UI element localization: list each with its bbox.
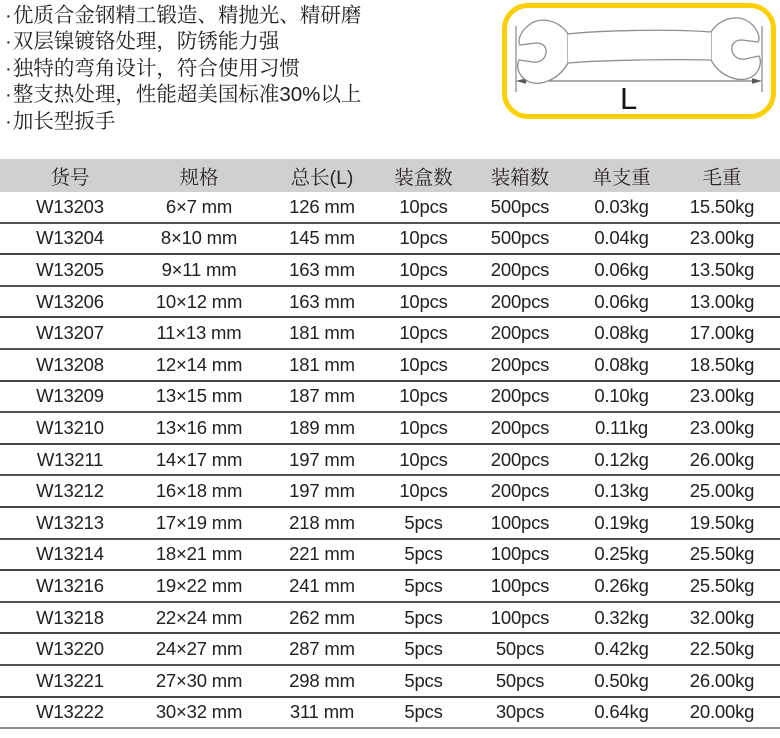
cell-unit-weight: 0.64kg [579,697,664,729]
cell-carton-qty: 200pcs [461,475,579,507]
cell-carton-qty: 100pcs [461,539,579,571]
cell-carton-qty: 50pcs [461,665,579,697]
cell-spec: 19×22 mm [140,570,258,602]
table-row [0,317,780,349]
cell-carton-qty: 200pcs [461,444,579,476]
cell-total-length: 181 mm [258,317,386,349]
cell-carton-qty: 200pcs [461,349,579,381]
product-image-frame [502,3,776,119]
cell-spec: 9×11 mm [140,254,258,286]
feature-item [5,56,361,82]
cell-item-no: W13203 [0,192,140,223]
table-row [0,286,780,318]
cell-carton-qty: 100pcs [461,570,579,602]
cell-spec: 13×15 mm [140,381,258,413]
cell-total-length: 163 mm [258,286,386,318]
cell-unit-weight: 0.08kg [579,349,664,381]
cell-gross-weight: 20.00kg [664,697,780,729]
cell-box-qty: 10pcs [386,223,461,255]
bullet-glyph: · [5,109,12,133]
feature-text: 独特的弯角设计，符合使用习惯 [12,56,300,80]
cell-item-no: W13212 [0,475,140,507]
feature-item [5,3,361,29]
cell-spec: 8×10 mm [140,223,258,255]
cell-gross-weight: 22.50kg [664,633,780,665]
cell-box-qty: 5pcs [386,665,461,697]
cell-box-qty: 5pcs [386,570,461,602]
cell-box-qty: 10pcs [386,349,461,381]
cell-unit-weight: 0.42kg [579,633,664,665]
cell-gross-weight: 13.00kg [664,286,780,318]
cell-carton-qty: 100pcs [461,507,579,539]
cell-unit-weight: 0.32kg [579,602,664,634]
cell-item-no: W13209 [0,381,140,413]
cell-unit-weight: 0.06kg [579,254,664,286]
column-header-spec: 规格 [140,159,258,192]
cell-box-qty: 10pcs [386,254,461,286]
cell-spec: 22×24 mm [140,602,258,634]
cell-total-length: 145 mm [258,223,386,255]
cell-carton-qty: 200pcs [461,286,579,318]
cell-gross-weight: 23.00kg [664,223,780,255]
column-header-carton-qty: 装箱数 [461,159,579,192]
cell-carton-qty: 500pcs [461,192,579,223]
cell-spec: 13×16 mm [140,412,258,444]
cell-total-length: 287 mm [258,633,386,665]
feature-text: 双层镍镀铬处理，防锈能力强 [12,30,280,54]
feature-text: 优质合金钢精工锻造、精抛光、精研磨 [12,4,362,27]
cell-gross-weight: 18.50kg [664,349,780,381]
column-header-box-qty: 装盒数 [386,159,461,192]
cell-box-qty: 10pcs [386,317,461,349]
cell-spec: 11×13 mm [140,317,258,349]
table-row [0,602,780,634]
cell-item-no: W13222 [0,697,140,729]
bullet-glyph: · [5,83,12,107]
bullet-glyph: · [5,56,12,80]
cell-unit-weight: 0.03kg [579,192,664,223]
spec-table [0,159,780,729]
cell-item-no: W13208 [0,349,140,381]
cell-unit-weight: 0.19kg [579,507,664,539]
cell-box-qty: 5pcs [386,507,461,539]
cell-box-qty: 10pcs [386,475,461,507]
cell-item-no: W13218 [0,602,140,634]
table-header-row [0,159,780,192]
cell-spec: 6×7 mm [140,192,258,223]
cell-total-length: 126 mm [258,192,386,223]
table-row [0,475,780,507]
column-header-total-length: 总长(L) [258,159,386,192]
cell-spec: 30×32 mm [140,697,258,729]
cell-box-qty: 10pcs [386,192,461,223]
cell-total-length: 311 mm [258,697,386,729]
cell-gross-weight: 13.50kg [664,254,780,286]
cell-carton-qty: 200pcs [461,317,579,349]
cell-total-length: 197 mm [258,475,386,507]
cell-gross-weight: 32.00kg [664,602,780,634]
table-row [0,254,780,286]
cell-gross-weight: 17.00kg [664,317,780,349]
cell-spec: 16×18 mm [140,475,258,507]
feature-item [5,29,361,55]
table-row [0,412,780,444]
table-row [0,570,780,602]
cell-box-qty: 5pcs [386,633,461,665]
cell-item-no: W13221 [0,665,140,697]
cell-spec: 12×14 mm [140,349,258,381]
cell-spec: 14×17 mm [140,444,258,476]
cell-total-length: 181 mm [258,349,386,381]
cell-item-no: W13211 [0,444,140,476]
cell-item-no: W13213 [0,507,140,539]
table-row [0,697,780,729]
cell-unit-weight: 0.50kg [579,665,664,697]
cell-gross-weight: 26.00kg [664,444,780,476]
cell-gross-weight: 23.00kg [664,412,780,444]
cell-box-qty: 5pcs [386,539,461,571]
cell-gross-weight: 25.50kg [664,539,780,571]
cell-carton-qty: 500pcs [461,223,579,255]
table-row [0,223,780,255]
cell-box-qty: 10pcs [386,444,461,476]
cell-unit-weight: 0.06kg [579,286,664,318]
double-open-end-wrench-icon [507,8,771,114]
feature-item [5,82,361,108]
bullet-glyph: · [5,4,12,27]
cell-box-qty: 5pcs [386,697,461,729]
cell-item-no: W13214 [0,539,140,571]
cell-total-length: 221 mm [258,539,386,571]
table-row [0,507,780,539]
cell-carton-qty: 100pcs [461,602,579,634]
cell-box-qty: 5pcs [386,602,461,634]
cell-spec: 27×30 mm [140,665,258,697]
table-row [0,539,780,571]
feature-text: 整支热处理，性能超美国标准30%以上 [12,83,362,107]
cell-item-no: W13216 [0,570,140,602]
cell-gross-weight: 25.00kg [664,475,780,507]
table-body [0,192,780,728]
cell-carton-qty: 200pcs [461,381,579,413]
cell-spec: 18×21 mm [140,539,258,571]
column-header-unit-weight: 单支重 [579,159,664,192]
cell-item-no: W13210 [0,412,140,444]
cell-carton-qty: 30pcs [461,697,579,729]
table-row [0,444,780,476]
cell-spec: 24×27 mm [140,633,258,665]
cell-item-no: W13205 [0,254,140,286]
cell-total-length: 197 mm [258,444,386,476]
feature-list [5,3,361,135]
cell-item-no: W13204 [0,223,140,255]
feature-item [5,109,361,135]
column-header-gross-weight: 毛重 [664,159,780,192]
cell-unit-weight: 0.04kg [579,223,664,255]
cell-box-qty: 10pcs [386,412,461,444]
cell-total-length: 298 mm [258,665,386,697]
cell-item-no: W13207 [0,317,140,349]
cell-box-qty: 10pcs [386,286,461,318]
feature-text: 加长型扳手 [12,109,116,133]
cell-unit-weight: 0.13kg [579,475,664,507]
table-row [0,633,780,665]
cell-total-length: 189 mm [258,412,386,444]
cell-item-no: W13220 [0,633,140,665]
cell-carton-qty: 200pcs [461,254,579,286]
cell-unit-weight: 0.26kg [579,570,664,602]
cell-unit-weight: 0.25kg [579,539,664,571]
cell-gross-weight: 23.00kg [664,381,780,413]
cell-item-no: W13206 [0,286,140,318]
cell-total-length: 241 mm [258,570,386,602]
cell-gross-weight: 25.50kg [664,570,780,602]
cell-spec: 17×19 mm [140,507,258,539]
cell-spec: 10×12 mm [140,286,258,318]
table-row [0,192,780,223]
table-row [0,349,780,381]
cell-carton-qty: 200pcs [461,412,579,444]
cell-total-length: 163 mm [258,254,386,286]
cell-total-length: 187 mm [258,381,386,413]
cell-total-length: 262 mm [258,602,386,634]
table-row [0,665,780,697]
cell-unit-weight: 0.11kg [579,412,664,444]
dimension-label: L [620,81,638,114]
cell-gross-weight: 19.50kg [664,507,780,539]
cell-gross-weight: 15.50kg [664,192,780,223]
table-row [0,381,780,413]
cell-gross-weight: 26.00kg [664,665,780,697]
cell-box-qty: 10pcs [386,381,461,413]
cell-carton-qty: 50pcs [461,633,579,665]
cell-unit-weight: 0.10kg [579,381,664,413]
column-header-item-no: 货号 [0,159,140,192]
cell-total-length: 218 mm [258,507,386,539]
cell-unit-weight: 0.12kg [579,444,664,476]
bullet-glyph: · [5,30,12,54]
cell-unit-weight: 0.08kg [579,317,664,349]
